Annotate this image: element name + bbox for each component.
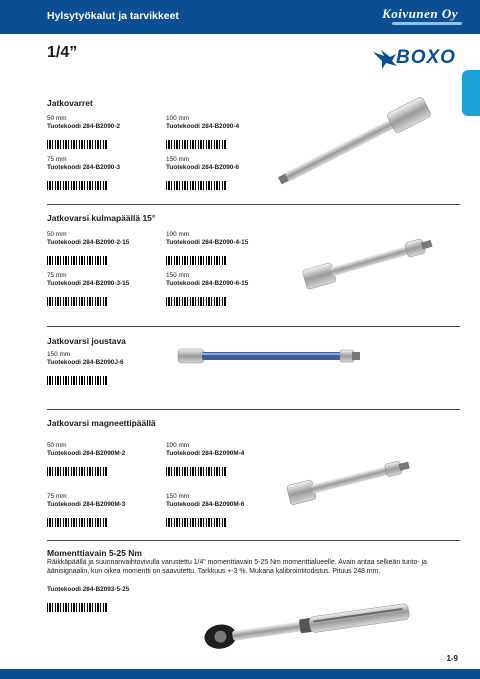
product-item (47, 493, 125, 529)
extension-bar-image (270, 95, 450, 185)
item-length: 75 mm (47, 156, 67, 163)
barcode (166, 256, 226, 267)
logo-text: BOXO (396, 47, 456, 68)
product-item (166, 156, 239, 192)
barcode (166, 140, 226, 151)
item-code: Tuotekoodi 284-B2090-3 (47, 164, 121, 171)
barcode (166, 297, 226, 308)
magnetic-extension-image (285, 455, 425, 505)
item-code: Tuotekoodi 284-B2090-2-15 (47, 239, 130, 246)
barcode (166, 181, 226, 192)
item-length: 50 mm (47, 231, 67, 238)
product-item (166, 493, 244, 529)
product-item (166, 272, 248, 308)
brand-swoosh (392, 22, 462, 25)
product-item (47, 231, 129, 267)
item-code: Tuotekoodi 284-B2090M-6 (166, 501, 245, 508)
item-code: Tuotekoodi 284-B2090M-3 (47, 501, 126, 508)
item-length: 100 mm (166, 231, 190, 238)
barcode (166, 467, 226, 478)
product-item (47, 351, 124, 387)
boxo-logo (372, 46, 460, 72)
item-code: Tuotekoodi 284-B2090-6-15 (166, 280, 249, 287)
section-divider (47, 540, 460, 541)
item-code: Tuotekoodi 284-B2090-4-15 (166, 239, 249, 246)
product-description: Räikkäpäällä ja suunnanvaihtovivulla varustettu 1/4" momenttiavain 5-25 Nm momenttialueelle. Avain antaa selkeän tunto- ja äänisignaalin, kun oikea momentti on saavutettu. Tarkkuus +-3 %. Mukana kalibrointitodistus. Pituus 248 mm. (47, 559, 427, 575)
item-code: Tuotekoodi 284-B2090M-2 (47, 450, 126, 457)
item-length: 75 mm (47, 493, 67, 500)
product-item (166, 442, 244, 478)
barcode (47, 297, 107, 308)
brand-logo: Koivunen Oy (382, 6, 458, 21)
item-code: Tuotekoodi 284-B2090J-6 (47, 359, 124, 366)
item-code: Tuotekoodi 284-B2090-3-15 (47, 280, 130, 287)
category-title: Hylsytyökalut ja tarvikkeet (47, 10, 179, 22)
product-item (47, 272, 129, 308)
item-length: 150 mm (166, 156, 190, 163)
flexible-extension-image (176, 344, 376, 368)
chapter-tab (462, 70, 480, 116)
item-length: 50 mm (47, 442, 67, 449)
item-length: 50 mm (47, 115, 67, 122)
boxo-wing-icon (372, 48, 398, 70)
section-divider (47, 409, 460, 410)
section-title-kulmapaalla: Jatkovarsi kulmapäällä 15° (47, 213, 156, 223)
section-title-magneetti: Jatkovarsi magneettipäällä (47, 418, 156, 428)
section-title-momentti: Momenttiavain 5-25 Nm (47, 548, 142, 558)
item-length: 100 mm (166, 115, 190, 122)
barcode (47, 603, 107, 614)
item-code: Tuotekoodi 284-B2090M-4 (166, 450, 245, 457)
product-item (47, 156, 120, 192)
item-length: 75 mm (47, 272, 67, 279)
barcode (47, 140, 107, 151)
item-length: 100 mm (166, 442, 190, 449)
barcode (47, 256, 107, 267)
product-item (47, 586, 129, 614)
barcode (166, 518, 226, 529)
item-length: 150 mm (166, 272, 190, 279)
size-title: 1/4” (47, 44, 78, 61)
section-title-joustava: Jatkovarsi joustava (47, 336, 126, 346)
item-code: Tuotekoodi 284-B2090-6 (166, 164, 240, 171)
section-divider (47, 326, 460, 327)
item-code: Tuotekoodi 284-B2090-4 (166, 123, 240, 130)
angled-extension-image (300, 235, 450, 285)
item-length: 150 mm (47, 351, 71, 358)
product-item (47, 442, 125, 478)
item-code: Tuotekoodi 284-B2093-5-25 (47, 586, 130, 593)
barcode (47, 376, 107, 387)
product-item (47, 115, 120, 151)
footer-band (0, 669, 480, 679)
barcode (47, 467, 107, 478)
item-length: 150 mm (166, 493, 190, 500)
product-item (166, 231, 248, 267)
page-number: 1-9 (446, 654, 458, 663)
barcode (47, 518, 107, 529)
section-divider (47, 204, 460, 205)
product-item (166, 115, 239, 151)
header-band (0, 0, 480, 34)
torque-wrench-image (195, 590, 425, 650)
barcode (47, 181, 107, 192)
item-code: Tuotekoodi 284-B2090-2 (47, 123, 121, 130)
section-title-jatkovarret: Jatkovarret (47, 98, 93, 108)
